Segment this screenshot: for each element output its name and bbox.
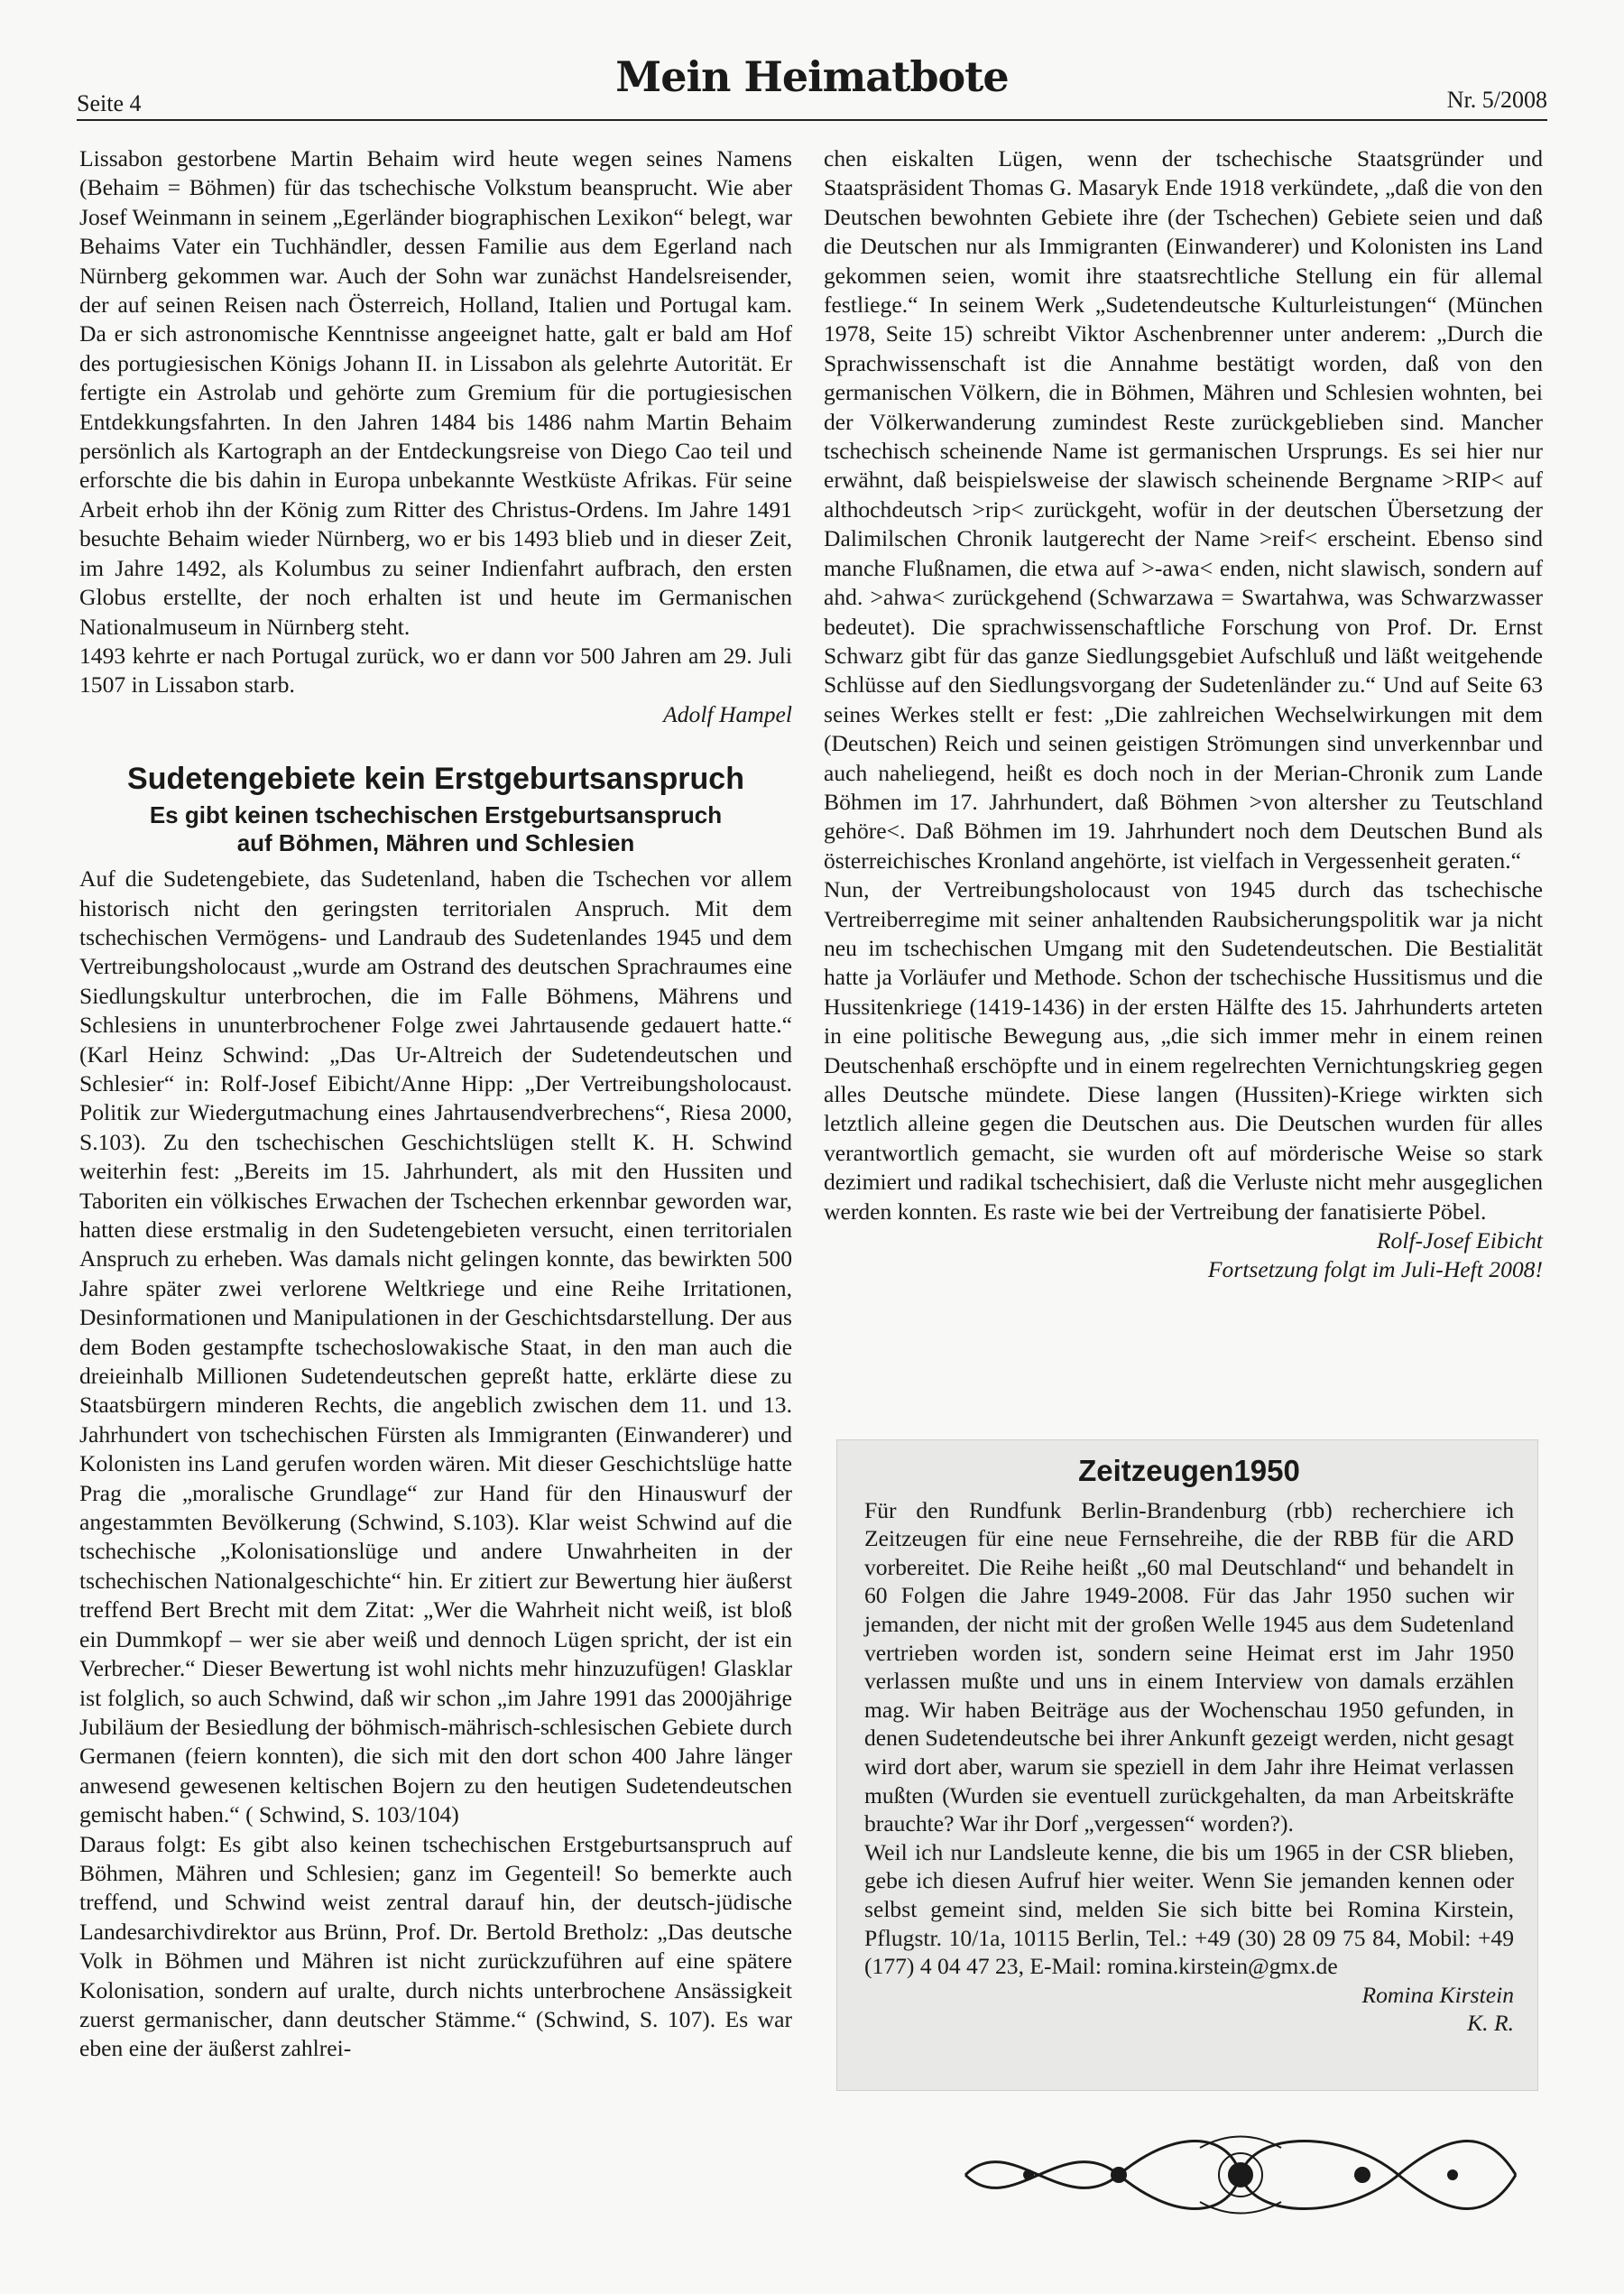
left-column [79, 144, 792, 2064]
box-initials: K. R. [1467, 2010, 1514, 2037]
article-body-paragraph: chen eiskalten Lügen, wenn der tschechische Staatsgründer und Staatspräsident Thomas G. Masaryk Ende 1918 verkündete, „daß die von den Deutschen bewohnten Gebiete ihre (der Tschechen) Gebiete seien und daß die Deutschen nur als Immigranten (Einwanderer) und Kolonisten ins Land gekommen seien, womit ihre staatsrechtliche Stellung ein für allemal festliege.“ In seinem Werk „Sudetendeutsche Kulturleistungen“ (München 1978, Seite 15) schreibt Viktor Aschenbrenner unter anderem: „Durch die Sprachwissenschaft ist die Annahme bestätigt worden, daß von den germanischen Völkern, die in Böhmen, Mähren und Schlesien wohnten, bei der Völkerwanderung zumindest Reste zurückgeblieben sind. Mancher tschechisch scheinende Name ist germanischen Ursprungs. Es sei hier nur erwähnt, daß beispielsweise der slawisch scheinende Bergname >RIP< auf althochdeutsch >rip< zurückgeht, wofür in der deutschen Übersetzung der Dalimilschen Chronik lautgerecht der Name >reif< erscheint. Ebenso sind manche Flußnamen, die etwa auf >-awa< enden, nicht slawisch, sondern auf ahd. >ahwa< zurückgehend (Schwarzawa = Swartahwa, was Schwarzwasser bedeutet). Die sprachwissenschaftliche Forschung von Prof. Dr. Ernst Schwarz gibt für das ganze Siedlungsgebiet Aufschluß und läßt weitgehende Schlüsse auf den Siedlungsvorgang der Sudetenländer zu.“ Und auf Seite 63 seines Werkes stellt er fest: „Die zahlreichen Wechselwirkungen mit dem (Deutschen) Reich und seinen geistigen Strömungen sind unverkennbar und auch naheliegend, heißt es doch noch in der Merian-Chronik zum Lande Böhmen im 17. Jahrhundert, daß Böhmen >von altersher zu Teutschland gehöre<. Daß Böhmen im 19. Jahrhundert noch dem Deutschen Bund als österreichisches Kronland angehörte, ist vielfach in Vergessenheit geraten.“ [824, 145, 1543, 874]
right-column [824, 144, 1543, 1285]
page-number: Seite 4 [77, 90, 142, 116]
article-body-paragraph: Nun, der Vertreibungsholocaust von 1945 durch das tschechische Vertreiberregime mit seiner anhaltenden Raubsicherungspolitik war ja nicht neu im tschechischen Umgang mit den Sudetendeutschen. Die Bestialität hatte ja Vorläufer und Methode. Schon der tschechische Hussitismus und die Hussitenkriege (1419-1436) in der ersten Hälfte des 15. Jahrhunderts arteten in eine politische Bewegung aus, „die sich immer mehr in einem reinen Deutschenhaß erschöpfte und in einem regelrechten Vernichtungskrieg gegen alles Deutsche mündete. Diese langen (Hussiten)-Kriege wirkten sich letztlich alleine gegen die Deutschen aus. Die Deutschen wurden für alles verantwortlich gemacht, sie wurden oft auf mörderische Weise so stark dezimiert und radikal tschechisiert, daß die Verluste nicht mehr ausgeglichen werden konnten. Es raste wie bei der Vertreibung der fanatisierte Pöbel. [824, 876, 1543, 1225]
issue-number: Nr. 5/2008 [1446, 87, 1547, 113]
header-rule [77, 119, 1547, 121]
behaim-article-end: 1493 kehrte er nach Portugal zurück, wo er dann vor 500 Jahren am 29. Juli 1507 in Lissabon starb. [79, 642, 792, 698]
subheadline-line-1: Es gibt keinen tschechischen Erstgeburtsanspruch [149, 801, 723, 829]
article-headline: Sudetengebiete kein Erstgeburtsanspruch [127, 762, 744, 797]
subheadline-line-2: auf Böhmen, Mähren und Schlesien [236, 829, 635, 857]
behaim-article-text: Lissabon gestorbene Martin Behaim wird heute wegen seines Namens (Behaim = Böhmen) für das tschechische Volkstum beansprucht. Wie aber Josef Weinmann in seinem „Egerländer biographischen Lexikon“ belegt, war Behaims Vater ein Tuchhändler, dessen Familie aus dem Egerland nach Nürnberg gekommen war. Auch der Sohn war zunächst Handelsreisender, der auf seinen Reisen nach Österreich, Holland, Italien und Portugal kam. Da er sich astronomische Kenntnisse angeeignet hatte, galt er bald am Hof des portugiesischen Königs Johann II. in Lissabon als gelehrte Autorität. Er fertigte ein Astrolab und gehörte zum Gremium für die portugiesischen Entdekkungsfahrten. In den Jahren 1484 bis 1486 nahm Martin Behaim persönlich als Kartograph an der Entdeckungsreise von Diego Cao teil und erforschte die bis dahin in Europa unbekannte Westküste Afrikas. Für seine Arbeit erhob ihn der König zum Ritter des Christus-Ordens. Im Jahre 1491 besuchte Behaim wieder Nürnberg, wo er bis 1493 blieb und in dieser Zeit, im Jahre 1492, als Kolumbus zu seiner Indienfahrt aufbrach, den ersten Globus erstellte, der noch erhalten ist und heute im Germanischen Nationalmuseum in Nürnberg steht. [79, 145, 792, 640]
box-title: Zeitzeugen1950 [1078, 1454, 1300, 1487]
continuation-note: Fortsetzung folgt im Juli-Heft 2008! [1207, 1256, 1543, 1283]
article-body-paragraph: Daraus folgt: Es gibt also keinen tschechischen Erstgeburtsanspruch auf Böhmen, Mähren und Schlesien; ganz im Gegenteil! So bemerkte auch treffend, und Schwind weist zentral darauf hin, der deutsch-jüdische Landesarchivdirektor aus Brünn, Prof. Dr. Bertold Bretholz: „Das deutsche Volk in Böhmen und Mähren ist nicht zurückzuführen auf eine spätere Kolonisation, sondern auf uralte, durch nichts unterbrochene Ansässigkeit zuerst germanischer, dann deutscher Stämme.“ (Schwind, S. 107). Es war eben eine der äußerst zahlrei- [79, 1830, 792, 2062]
box-signature: Romina Kirstein [1361, 1981, 1514, 2008]
article-subheadline [79, 801, 792, 857]
box-paragraph: Weil ich nur Landsleute kenne, die bis um 1965 in der CSR blieben, gebe ich diesen Aufruf hier weiter. Wenn Sie jemanden kennen oder selbst gemeint sind, melden Sie sich bitte bei Romina Kirstein, Pflugstr. 10/1a, 10115 Berlin, Tel.: +49 (30) 28 09 75 84, Mobil: +49 (177) 4 04 47 23, E-Mail: romina.kirstein@gmx.de [864, 1838, 1514, 1980]
zeitzeugen-box [836, 1439, 1538, 2091]
author-signature: Rolf-Josef Eibicht [1376, 1227, 1543, 1254]
box-paragraph: Für den Rundfunk Berlin-Brandenburg (rbb) recherchiere ich Zeitzeugen für eine neue Fernsehreihe, die der RBB für die ARD vorbereitet. Die Reihe heißt „60 mal Deutschland“ und behandelt in 60 Folgen die Jahre 1949-2008. Für das Jahr 1950 suchen wir jemanden, der nicht mit der großen Welle 1945 aus dem Sudetenland vertrieben worden ist, sondern seine Heimat erst im Jahr 1950 verlassen mußte und uns in einem Interview von damals erzählen mag. Wir haben Beiträge aus der Wochenschau 1950 gefunden, in denen Sudetendeutsche bei ihrer Ankunft gezeigt werden, nicht gesagt wird dort aber, warum sie speziell in dem Jahr ihre Heimat verlassen mußten (Wurden sie eventuell zurückgehalten, da man Arbeitskräfte brauchte? War ihr Dorf „vergessen“ worden?). [864, 1496, 1514, 1837]
floral-border-icon [929, 2121, 1552, 2229]
masthead-logo: Mein Heimatbote [615, 52, 1009, 101]
author-signature: Adolf Hampel [663, 700, 792, 727]
article-body-paragraph: Auf die Sudetengebiete, das Sudetenland, haben die Tschechen vor allem historisch nicht den geringsten territorialen Anspruch. Mit dem tschechischen Vermögens- und Landraub des Sudetenlandes 1945 und dem Vertreibungsholocaust „wurde am Ostrand des deutschen Sprachraumes eine Siedlungskultur unterbrochen, die im Falle Böhmens, Mährens und Schlesiens in ununterbrochener Folge zwei Jahrtausende gedauert hatte.“ (Karl Heinz Schwind: „Das Ur-Altreich der Sudetendeutschen und Schlesier“ in: Rolf-Josef Eibicht/Anne Hipp: „Der Vertreibungsholocaust. Politik zur Wiedergutmachung eines Jahrtausendverbrechens“, Riesa 2000, S.103). Zu den tschechischen Geschichtslügen stellt K. H. Schwind weiterhin fest: „Bereits im 15. Jahrhundert, als mit den Hussiten und Taboriten ein völkisches Erwachen der Tschechen erkennbar geworden war, hatten diese erstmalig in den Sudetengebieten versucht, einen territorialen Anspruch zu erheben. Was damals nicht gelingen konnte, das bewirkten 500 Jahre später zwei verlorene Weltkriege und eine Reihe Irritationen, Desinformationen und Manipulationen in der Geschichtsdarstellung. Der aus dem Boden gestampfte tschechoslowakische Staat, in den man auch die dreieinhalb Millionen Sudetendeutschen gepreßt hatte, erklärte diese zu Staatsbürgern minderen Rechts, die angeblich zwischen dem 11. und 13. Jahrhundert von tschechischen Fürsten als Immigranten (Einwanderer) und Kolonisten ins Land gerufen worden wären. Mit dieser Geschichtslüge hatte Prag die „moralische Grundlage“ zur Hand für den Hinauswurf der angestammten Bevölkerung (Schwind, S.103). Klar weist Schwind auf die tschechische „Kolonisationslüge und andere Unwahrheiten in der tschechischen Nationalgeschichte“ hin. Er zitiert zur Bewertung hier äußerst treffend Bert Brecht mit dem Zitat: „Wer die Wahrheit nicht weiß, ist bloß ein Dummkopf – wer sie aber weiß und dennoch Lügen spricht, der ist ein Verbrecher.“ Dieser Bewertung ist wohl nichts mehr hinzuzufügen! Glasklar ist folglich, so auch Schwind, daß wir schon „im Jahre 1991 das 2000jährige Jubiläum der Besiedlung der böhmisch-mährisch-schlesischen Gebiete durch Germanen (feiern konnten), die sich mit den dort schon 400 Jahre länger anwesend gewesenen keltischen Bojern zu den heutigen Sudetendeutschen gemischt haben.“ ( Schwind, S. 103/104) [79, 865, 792, 1828]
